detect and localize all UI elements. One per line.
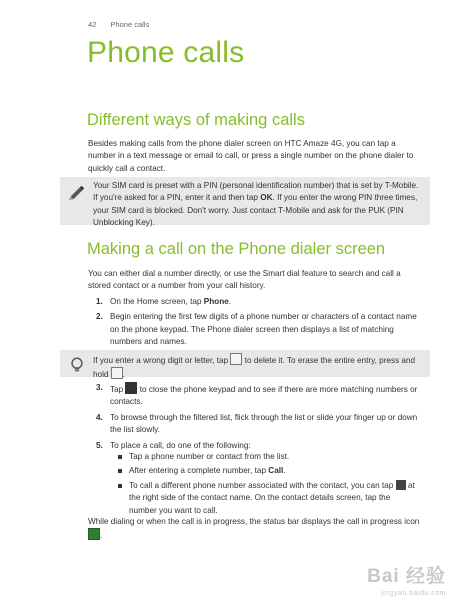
- delete-tip-text: If you enter a wrong digit or letter, tap to delete it. To erase the entire entry, press and hold .: [93, 353, 423, 382]
- running-head: [88, 20, 149, 29]
- page-title: Phone calls: [87, 36, 245, 69]
- section1-intro: Besides making calls from the phone dialer screen on HTC Amaze 4G, you can tap a number in a text message or email to call, or press a single number on the phone dialer to quickly call a contact.: [88, 139, 414, 173]
- watermark-logo: Bai 经验: [367, 566, 446, 587]
- watermark: [367, 561, 446, 597]
- steps-list-1: [96, 296, 426, 352]
- keypad-icon: [125, 382, 137, 394]
- ok-label: OK: [260, 193, 273, 203]
- step-1: 1. On the Home screen, tap Phone.: [96, 297, 232, 306]
- contact-details-icon: [396, 480, 406, 490]
- call-option-2: After entering a complete number, tap Call.: [118, 465, 418, 477]
- step-5: 5. To place a call, do one of the following:: [96, 440, 251, 450]
- section-name: Phone calls: [110, 20, 150, 29]
- steps-list-2: [96, 382, 426, 455]
- delete-tip: [60, 350, 430, 380]
- step-3: 3. Tap to close the phone keypad and to see if there are more matching numbers or contacts.: [96, 383, 418, 407]
- section2-intro: You can either dial a number directly, or use the Smart dial feature to search and call a stored contact or a number from your call history.: [88, 269, 401, 291]
- bullet-dot: [118, 455, 122, 459]
- call-options-list: [118, 451, 418, 519]
- lightbulb-icon: [68, 356, 86, 374]
- bullet-dot: [118, 469, 122, 473]
- section-heading-phone-dialer: Making a call on the Phone dialer screen: [87, 240, 386, 258]
- page-number: 42: [88, 20, 97, 29]
- backspace-hold-icon: [111, 367, 123, 379]
- step-4: 4. To browse through the filtered list, flick through the list or slide your finger up or down the list slowly.: [96, 412, 418, 435]
- sim-pin-note-text: Your SIM card is preset with a PIN (personal identification number) that is set by T-Mobile. If you're asked for a PIN, enter it and then tap OK. If you enter the wrong PIN three times, your SIM card is blocked. Don't worry. Just contact T-Mobile and ask for the PUK (PIN Unblocking Key).: [93, 181, 419, 228]
- backspace-icon: [230, 353, 242, 365]
- sim-pin-note: [60, 177, 430, 228]
- call-option-3: To call a different phone number associated with the contact, you can tap at the right side of the contact name. On the contact details screen, tap the number you want to call.: [118, 480, 418, 517]
- watermark-url: jingyan.baidu.com: [381, 590, 446, 597]
- status-bar-note: While dialing or when the call is in progress, the status bar displays the call in progress icon .: [88, 517, 420, 541]
- call-in-progress-icon: [88, 528, 100, 540]
- bullet-dot: [118, 484, 122, 488]
- call-option-1: Tap a phone number or contact from the list.: [118, 451, 418, 463]
- section-heading-making-calls: Different ways of making calls: [87, 111, 305, 129]
- pencil-icon: [68, 183, 86, 201]
- step-2: 2. Begin entering the first few digits of a phone number or characters of a contact name on the phone keypad. The Phone dialer screen then displays a list of matching numbers and names.: [96, 312, 417, 347]
